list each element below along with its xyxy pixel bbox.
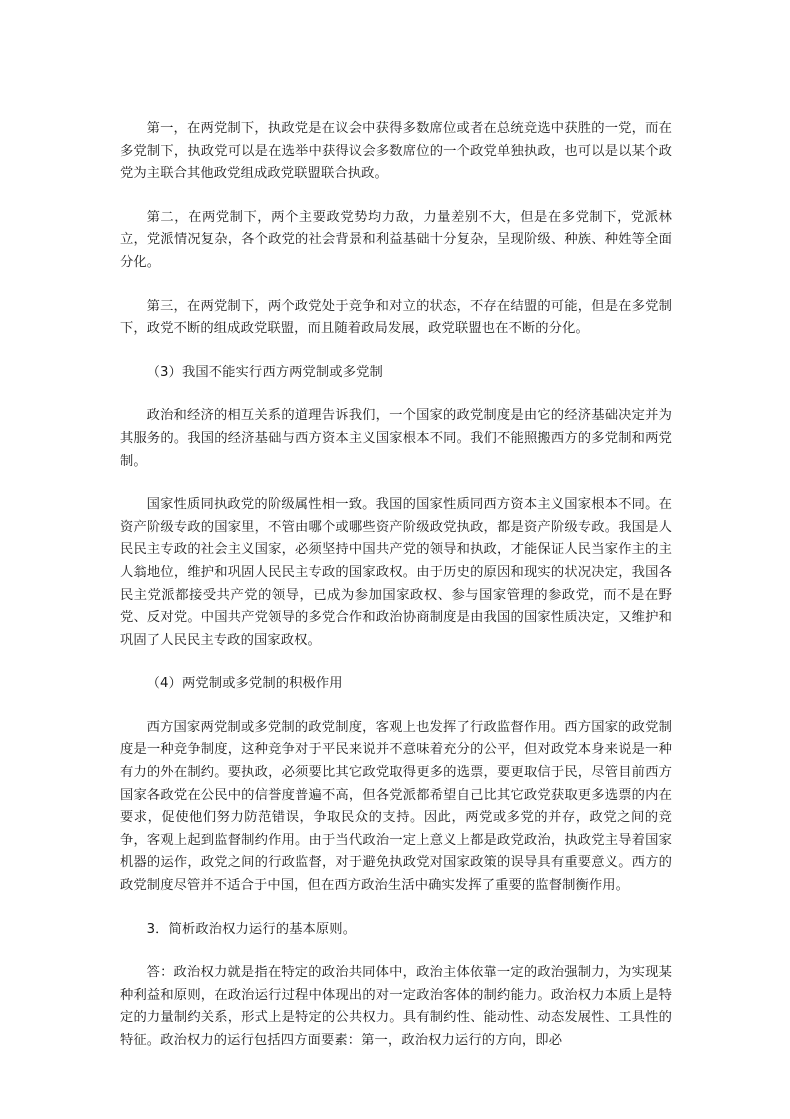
question-heading-3: 3．简析政治权力运行的基本原则。 [146,921,357,937]
section-heading-4: （4）两党制或多党制的积极作用 [146,676,343,692]
paragraph-3: 第三，在两党制下，两个政党处于竞争和对立的状态，不存在结盟的可能，但是在多党制下，政党不断的组成政党联盟，而且随着政局发展，政党联盟也在不断的分化。 [120,298,672,337]
document-page [120,118,672,1073]
section-heading-3: （3）我国不能实行西方两党制或多党制 [146,364,383,380]
paragraph-2: 第二，在两党制下，两个主要政党势均力敌，力量差别不大，但是在多党制下，党派林立，党派情况复杂，各个政党的社会背景和利益基础十分复杂，呈现阶级、种族、种姓等全面分化。 [120,209,672,270]
paragraph-6: 西方国家两党制或多党制的政党制度，客观上也发挥了行政监督作用。西方国家的政党制度是一种竞争制度，这种竞争对于平民来说并不意味着充分的公平，但对政党本身来说是一种有力的外在制约。要执政，必须要比其它政党取得更多的选票，要更取信于民，尽管目前西方国家各政党在公民中的信誉度普遍不高，但各党派都希望自己比其它政党获取更多选票的内在要求，促使他们努力防范错误，争取民众的支持。因此，两党或多党的并存，政党之间的竞争，客观上起到监督制约作用。由于当代政治一定上意义上都是政党政治，执政党主导着国家机器的运作，政党之间的行政监督，对于避免执政党对国家政策的误导具有重要意义。西方的政党制度尽管并不适合于中国，但在西方政治生活中确实发挥了重要的监督制衡作用。 [120,719,672,894]
paragraph-4: 政治和经济的相互关系的道理告诉我们，一个国家的政党制度是由它的经济基础决定并为其服务的。我国的经济基础与西方资本主义国家根本不同。我们不能照搬西方的多党制和两党制。 [120,408,672,469]
answer-paragraph: 答：政治权力就是指在特定的政治共同体中，政治主体依靠一定的政治强制力，为实现某种利益和原则，在政治运行过程中体现出的对一定政治客体的制约能力。政治权力本质上是特定的力量制约关系，形式上是特定的公共权力。具有制约性、能动性、动态发展性、工具性的特征。政治权力的运行包括四方面要素：第一，政治权力运行的方向，即必 [120,965,672,1048]
paragraph-5: 国家性质同执政党的阶级属性相一致。我国的国家性质同西方资本主义国家根本不同。在资产阶级专政的国家里，不管由哪个或哪些资产阶级政党执政，都是资产阶级专政。我国是人民民主专政的社会主义国家，必须坚持中国共产党的领导和执政，才能保证人民当家作主的主人翁地位，维护和巩固人民民主专政的国家政权。由于历史的原因和现实的状况决定，我国各民主党派都接受共产党的领导，已成为参加国家政权、参与国家管理的参政党，而不是在野党、反对党。中国共产党领导的多党合作和政治协商制度是由我国的国家性质决定，又维护和巩固了人民民主专政的国家政权。 [120,497,672,648]
paragraph-1: 第一，在两党制下，执政党是在议会中获得多数席位或者在总统竞选中获胜的一党，而在多党制下，执政党可以是在选举中获得议会多数席位的一个政党单独执政，也可以是以某个政党为主联合其他政党组成政党联盟联合执政。 [120,121,672,182]
